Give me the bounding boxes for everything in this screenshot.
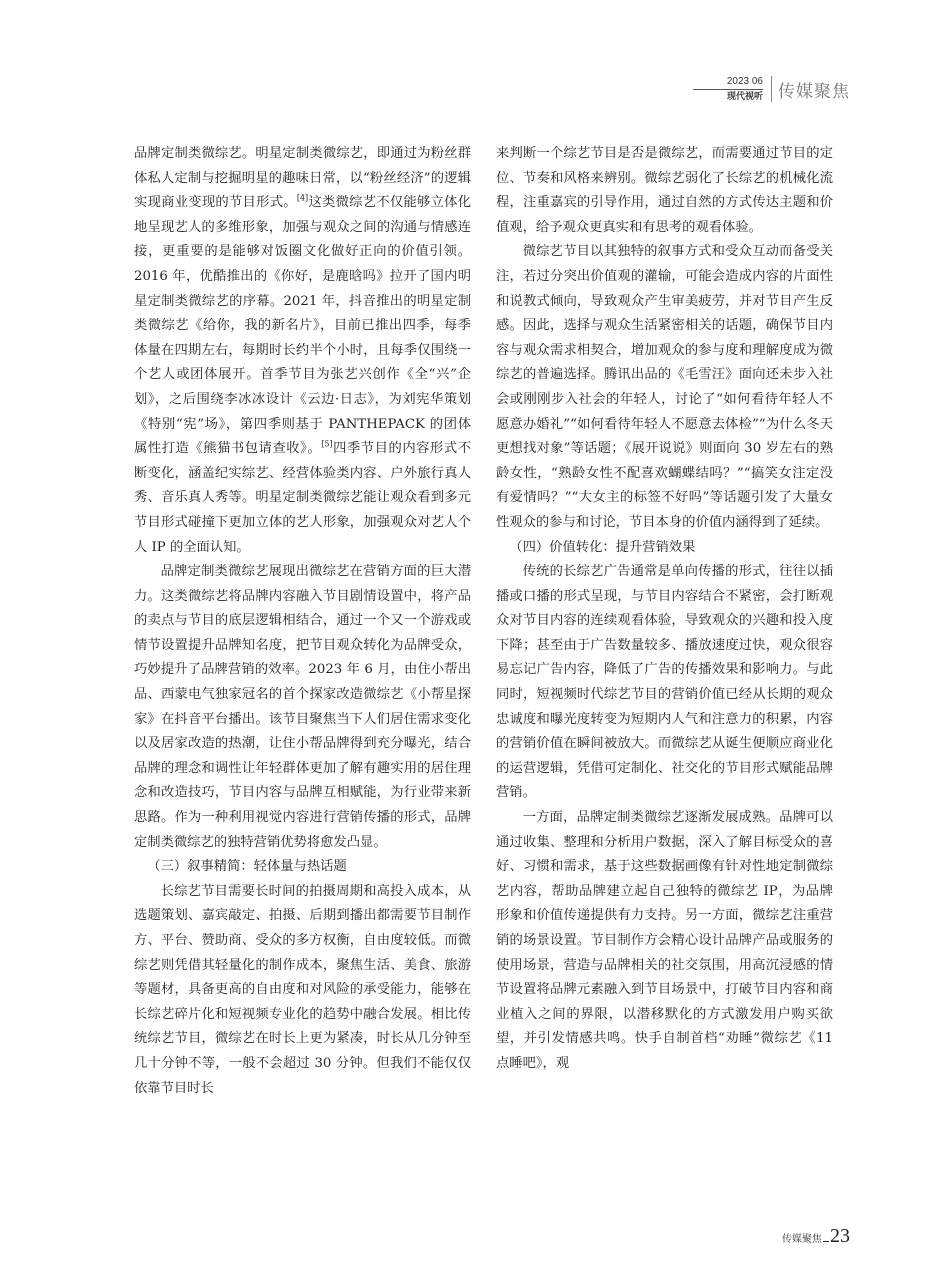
page-number: 23	[830, 1225, 850, 1247]
footer-rule	[823, 1241, 829, 1242]
running-header	[693, 76, 850, 102]
section-title: 传媒聚焦	[778, 81, 850, 102]
issue-date: 2023 06	[726, 76, 763, 87]
left-paragraph-3: 长综艺节目需要长时间的拍摄周期和高投入成本，从选题策划、嘉宾敲定、拍摄、后期到播出都需要节目制作方、平台、赞助商、受众的多方权衡，自由度较低。而微综艺则凭借其轻量化的制作成本，聚焦生活、美食、旅游等题材，具备更高的自由度和对风险的承受能力，能够在长综艺碎片化和短视频专业化的趋势中融合发展。相比传统综艺节目，微综艺在时长上更为紧凑，时长从几分钟至几十分钟不等，一般不会超过 30 分钟。但我们不能仅仅依靠节目时长	[134, 883, 471, 1096]
left-paragraph-2: 品牌定制类微综艺展现出微综艺在营销方面的巨大潜力。这类微综艺将品牌内容融入节目剧情设置中，将产品的卖点与节目的底层逻辑相结合，通过一个又一个游戏或情节设置提升品牌知名度，把节目观众转化为品牌受众，巧妙提升了品牌营销的效率。2023 年 6 月，由住小帮出品、西蒙电气独家冠名的首个探家改造微综艺《小帮星探家》在抖音平台播出。该节目聚焦当下人们居住需求变化以及居家改造的热潮，让住小帮品牌得到充分曝光，结合品牌的理念和调性让年轻群体更加了解有趣实用的居住理念和改造技巧，节目内容与品牌互相赋能，为行业带来新思路。作为一种利用视觉内容进行营销传播的形式，品牌定制类微综艺的独特营销优势将愈发凸显。	[134, 564, 471, 850]
issue-info	[693, 76, 763, 102]
right-paragraph-3: 传统的长综艺广告通常是单向传播的形式，往往以插播或口播的形式呈现，与节目内容结合不紧密，会打断观众对节目内容的连续观看体验，导致观众的兴趣和投入度下降；甚至由于广告数量较多、播放速度过快，观众很容易忘记广告内容，降低了广告的传播效果和影响力。与此同时，短视频时代综艺节目的营销价值已经从长期的观众忠诚度和曝光度转变为短期内人气和注意力的积累，内容的营销价值在瞬间被放大。而微综艺从诞生便顺应商业化的运营逻辑，凭借可定制化、社交化的节目形式赋能品牌营销。	[496, 564, 833, 801]
text-segment: 品牌定制类微综艺。明星定制类微综艺，即通过为粉丝群体私人定制与挖掘明星的趣味日常，以“粉丝经济”的逻辑实现商业变现的节目形式。	[134, 146, 471, 211]
citation-ref: [5]	[321, 439, 333, 449]
right-column	[496, 142, 833, 1077]
section-heading-3: （三）叙事精简：轻体量与热话题	[147, 859, 347, 875]
left-column	[134, 142, 471, 1101]
right-paragraph-4: 一方面，品牌定制类微综艺逐渐发展成熟。品牌可以通过收集、整理和分析用户数据，深入了解目标受众的喜好、习惯和需求，基于这些数据画像有针对性地定制微综艺内容，帮助品牌建立起自己独特的微综艺 IP，为品牌形象和价值传递提供有力支持。另一方面，微综艺注重营销的场景设置。节目制作方会精心设计品牌产品或服务的使用场景，营造与品牌相关的社交氛围，用高沉浸感的情节设置将品牌元素融入到节目场景中，打破节目内容和商业植入之间的界限，以潜移默化的方式激发用户购买欲望，并引发情感共鸣。快手自制首档“劝睡”微综艺《11 点睡吧》，观	[496, 810, 833, 1071]
magazine-name: 现代视听	[726, 91, 763, 101]
text-segment: 这类微综艺不仅能够立体化地呈现艺人的多维形象，加强与观众之间的沟通与情感连接，更重要的是能够对饭圈文化做好正向的价值引领。2016 年，优酷推出的《你好，是鹿晗吗》拉开了国内明星定制类微综艺的序幕。2021 年，抖音推出的明星定制类微综艺《给你，我的新名片》，目前已推出四季，每季体量在四期左右，每期时长约半个小时，且每季仅围绕一个艺人或团体展开。首季节目为张艺兴创作《全“兴”企划》，之后围绕李冰冰设计《云边·日志》，为刘宪华策划《特别“宪”场》，第四季则基于 PANTHEPACK 的团体属性打造《熊猫书包请查收》。	[134, 195, 471, 457]
page-footer	[782, 1225, 850, 1248]
left-paragraph-1	[134, 142, 471, 560]
citation-ref: [4]	[296, 193, 309, 203]
section-heading-4: （四）价值转化：提升营销效果	[509, 539, 696, 555]
text-segment: 四季节目的内容形式不断变化，涵盖纪实综艺、经营体验类内容、户外旅行真人秀、音乐真人秀等。明星定制类微综艺能让观众看到多元节目形式碰撞下更加立体的艺人形象，加强观众对艺人个人 IP 的全面认知。	[134, 441, 472, 555]
issue-rule	[693, 89, 763, 90]
header-divider	[771, 76, 772, 102]
footer-section-label: 传媒聚焦	[782, 1234, 822, 1245]
right-paragraph-1: 来判断一个综艺节目是否是微综艺，而需要通过节目的定位、节奏和风格来辨别。微综艺弱化了长综艺的机械化流程，注重嘉宾的引导作用，通过自然的方式传达主题和价值观，给予观众更真实和有思考的观看体验。	[496, 146, 833, 235]
right-paragraph-2: 微综艺节目以其独特的叙事方式和受众互动而备受关注，若过分突出价值观的灌输，可能会造成内容的片面性和说教式倾向，导致观众产生审美疲劳，并对节目产生反感。因此，选择与观众生活紧密相关的话题，确保节目内容与观众需求相契合，增加观众的参与度和理解度成为微综艺的普遍选择。腾讯出品的《毛雪汪》面向还未步入社会或刚刚步入社会的年轻人，讨论了“如何看待年轻人不愿意办婚礼”“如何看待年轻人不愿意去体检”“为什么冬天更想找对象”等话题；《展开说说》则面向 30 岁左右的熟龄女性，“熟龄女性不配喜欢蝴蝶结吗？”“搞笑女注定没有爱情吗？”“大女主的标签不好吗”等话题引发了大量女性观众的参与和讨论，节目本身的价值内涵得到了延续。	[496, 244, 833, 530]
